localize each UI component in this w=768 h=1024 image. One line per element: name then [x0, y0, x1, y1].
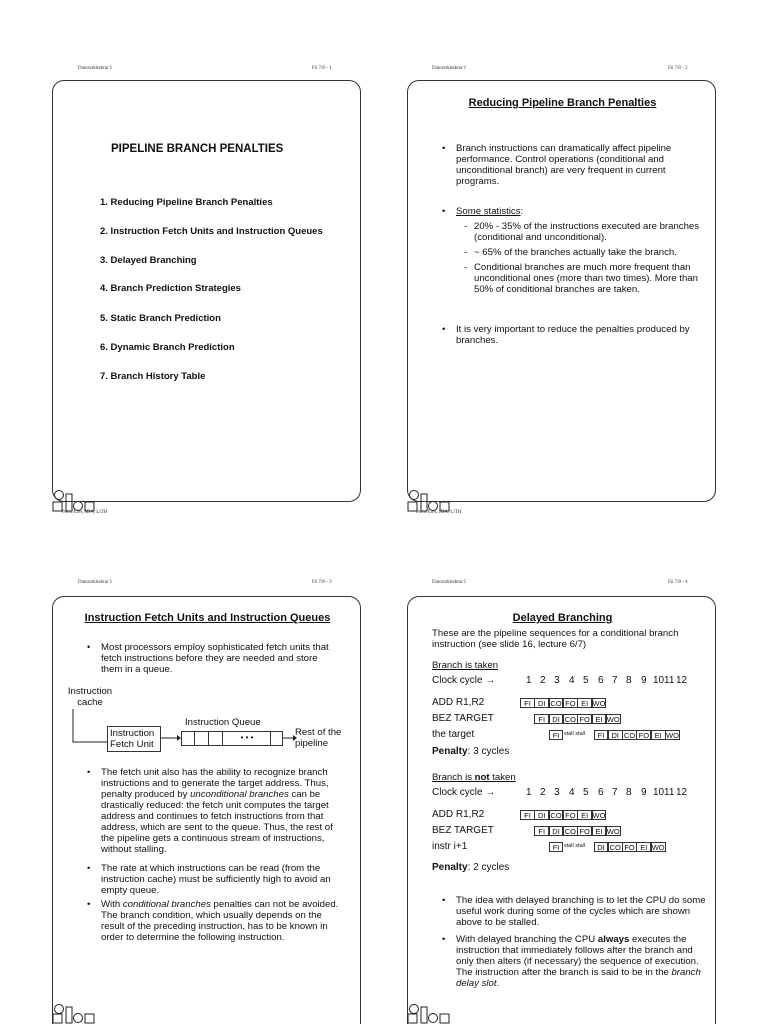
header-right: Fö 7/8 - 1 — [312, 66, 332, 71]
clock-cycle-label: Clock cycle → — [432, 675, 496, 686]
bullet-text: Branch instructions can dramatically affect pipeline performance. Control operations (conditional and unconditional branch) are very frequent in current programs. — [456, 143, 672, 187]
instruction-cache-label: Instruction cache — [67, 686, 113, 708]
pipeline-stage-cell: WO — [592, 811, 606, 820]
pipeline-stage-cell: FI — [549, 842, 564, 852]
header-right: Fö 7/8 - 4 — [668, 580, 688, 585]
sub-bullet: - 20% - 35% of the instructions executed are branches (conditional and unconditional). — [464, 221, 700, 243]
bullet: • Some statistics: — [442, 206, 524, 217]
pipeline-stage-cell: WO — [651, 843, 665, 852]
row-label: BEZ TARGET — [432, 713, 494, 724]
branch-taken-label: Branch is taken — [432, 660, 499, 671]
bullet-text: With delayed branching the CPU — [456, 934, 598, 945]
bullet: • Branch instructions can dramatically affect pipeline performance. Control operations (conditional and unconditional branch) are very frequent in current programs. — [442, 143, 672, 187]
penalty-value: : 3 cycles — [467, 746, 510, 757]
pipeline-stage-cell: FI — [520, 698, 535, 708]
header-left: Datorarkitektur I — [78, 580, 112, 585]
clock-cycle-number: 7 — [612, 787, 618, 798]
bullet-colon: : — [520, 206, 524, 217]
bullet-text: It is very important to reduce the penalties produced by branches. — [456, 324, 690, 346]
pipeline-stage-cell: FI — [549, 730, 564, 740]
clock-cycle-number: 2 — [540, 675, 546, 686]
queue-dots: • • • — [240, 733, 254, 742]
bullet-bold: always — [597, 934, 630, 945]
clock-cycle-number: 10 — [653, 675, 665, 686]
bullet-text: . — [496, 978, 500, 989]
fetch-unit-box — [107, 726, 161, 752]
stall-label: stall stall — [563, 731, 585, 737]
toc-item: 2. Instruction Fetch Units and Instruction Queues — [100, 226, 323, 237]
header-right: Fö 7/8 - 2 — [668, 66, 688, 71]
slide-1 — [52, 80, 361, 502]
queue-label: Instruction Queue — [185, 717, 261, 728]
slide-3 — [52, 596, 361, 1024]
label-part: Branch is — [432, 772, 475, 783]
clock-cycle-number: 8 — [626, 787, 632, 798]
header-left: Datorarkitektur I — [432, 66, 466, 71]
bullet-text: Most processors employ sophisticated fetch units that fetch instructions before they are needed and store them in a queue. — [101, 642, 329, 675]
clock-cycle-number: 12 — [676, 675, 688, 686]
sub-bullet: - Conditional branches are much more frequent than unconditional ones (more than two times). More than 50% of conditional branches are taken. — [464, 262, 698, 295]
pipeline-stage-cell: CO — [550, 811, 562, 820]
pipeline-stage-cell: DI — [594, 842, 609, 852]
pipeline-stage-cell: FI — [534, 826, 549, 836]
clock-cycle-number: 6 — [598, 675, 604, 686]
toc-item: 4. Branch Prediction Strategies — [100, 283, 241, 294]
clock-cycle-number: 4 — [569, 675, 575, 686]
clock-cycle-number: 1 — [526, 675, 532, 686]
row-label: ADD R1,R2 — [432, 697, 485, 708]
clock-cycle-number: 9 — [641, 675, 647, 686]
pipeline-stage-cell: DI — [608, 730, 623, 740]
bullet: • Most processors employ sophisticated fetch units that fetch instructions before they are needed and store them in a queue. — [87, 642, 329, 675]
pipeline-stage-cell: WO — [592, 699, 606, 708]
ida-logo-icon — [405, 488, 455, 512]
pipeline-stage-cell: CO — [609, 843, 621, 852]
bullet: • With delayed branching the CPU always executes the instruction that immediately follows after the branch and only then alters (if necessary) the sequence of execution. The instruction after the branch is said to be in the branch delay slot. — [442, 934, 701, 989]
pipeline-stage-cell: EI — [592, 714, 607, 724]
label-part: not — [474, 772, 490, 783]
bullet-text: Some statistics — [456, 206, 521, 217]
clock-cycle-number: 1 — [526, 787, 532, 798]
toc-item: 6. Dynamic Branch Prediction — [100, 342, 235, 353]
branch-not-taken-label — [432, 772, 516, 783]
pipeline-stage-cell: FI — [594, 730, 609, 740]
pipeline-stage-cell: DI — [534, 810, 549, 820]
pipeline-stage-cell: CO — [564, 827, 576, 836]
pipeline-stage-cell: FI — [534, 714, 549, 724]
footer-author: Petru Eles, IDA, LiTH — [62, 510, 108, 515]
fetch-to-queue-arrow — [161, 734, 181, 742]
clock-cycle-number: 6 — [598, 787, 604, 798]
pipeline-stage-cell: FO — [622, 842, 637, 852]
pipeline-stage-cell: EI — [577, 810, 592, 820]
penalty-label: Penalty — [432, 746, 468, 757]
clock-cycle-number: 5 — [583, 675, 589, 686]
ida-logo-icon — [50, 1002, 100, 1024]
bullet: • It is very important to reduce the penalties produced by branches. — [442, 324, 690, 346]
clock-cycle-number: 2 — [540, 787, 546, 798]
slide-2-title: Reducing Pipeline Branch Penalties — [468, 97, 657, 109]
sub-bullet-text: 20% - 35% of the instructions executed are branches (conditional and unconditional). — [474, 221, 700, 243]
bullet-text: penalties can not be avoided. The branch condition, which usually depends on the result of the preceding instruction, has to be known in order to determine the following instruction. — [101, 899, 339, 943]
fetch-unit-label: Instruction Fetch Unit — [110, 728, 155, 750]
bullet-text: The idea with delayed branching is to let the CPU do some useful work during some of the cycles which are shown above to be stalled. — [456, 895, 706, 928]
pipeline-stage-cell: CO — [623, 731, 636, 740]
penalty-not-taken — [432, 862, 509, 873]
pipeline-stage-cell: WO — [606, 827, 620, 836]
penalty-value: : 2 cycles — [467, 862, 510, 873]
pipeline-stage-cell: DI — [534, 698, 549, 708]
clock-cycle-number: 10 — [653, 787, 665, 798]
pipeline-stage-cell: FO — [636, 730, 651, 740]
bullet-text: The rate at which instructions can be read (from the instruction cache) must be sufficiently high to avoid an empty queue. — [101, 863, 331, 896]
clock-cycle-number: 9 — [641, 787, 647, 798]
header-left: Datorarkitektur I — [432, 580, 466, 585]
slide-4 — [407, 596, 716, 1024]
clock-cycle-number: 5 — [583, 787, 589, 798]
pipeline-stage-cell: WO — [666, 731, 679, 740]
pipeline-stage-cell: EI — [592, 826, 607, 836]
pipeline-stage-cell: FO — [577, 826, 592, 836]
rest-of-pipeline-label: Rest of the pipeline — [295, 727, 342, 749]
clock-cycle-number: 8 — [626, 675, 632, 686]
bullet-text: can be drastically reduced: the fetch unit computes the target address and continues to fetch instructions from that address, which are sent to the queue. Thus, the rest of the pipeline gets a continuous stream of instructions, without stalling. — [101, 789, 333, 855]
cache-connector — [71, 707, 111, 749]
intro-text: These are the pipeline sequences for a conditional branch instruction (see slide 16, lecture 6/7) — [432, 628, 679, 650]
clock-cycle-number: 3 — [554, 675, 560, 686]
ida-logo-icon — [50, 488, 100, 512]
sub-bullet-text: Conditional branches are much more frequent than unconditional ones (more than two times). More than 50% of conditional branches are taken. — [474, 262, 698, 295]
pipeline-stage-cell: DI — [549, 826, 564, 836]
clock-cycle-number: 11 — [664, 675, 675, 686]
pipeline-stage-cell: EI — [651, 730, 666, 740]
slide-1-title: PIPELINE BRANCH PENALTIES — [111, 143, 284, 155]
bullet-emphasis: branch delay slot — [456, 967, 701, 989]
bullet-text: executes the instruction that immediately follows after the branch and only then alters (if necessary) the sequence of execution. The instruction after the branch is said to be in the — [456, 934, 699, 978]
header-right: Fö 7/8 - 3 — [312, 580, 332, 585]
row-label: BEZ TARGET — [432, 825, 494, 836]
penalty-label: Penalty — [432, 862, 468, 873]
toc-item: 7. Branch History Table — [100, 371, 206, 382]
slide-3-title: Instruction Fetch Units and Instruction Queues — [84, 612, 331, 624]
penalty-taken — [432, 746, 509, 757]
bullet-emphasis: conditional branches — [122, 899, 211, 910]
clock-cycle-number: 4 — [569, 787, 575, 798]
pipeline-stage-cell: CO — [550, 699, 562, 708]
ida-logo-icon — [405, 1002, 455, 1024]
pipeline-stage-cell: CO — [564, 715, 576, 724]
header-left: Datorarkitektur I — [78, 66, 112, 71]
clock-cycle-number: 12 — [676, 787, 688, 798]
sub-bullet: - ~ 65% of the branches actually take the branch. — [464, 247, 677, 258]
slide-2 — [407, 80, 716, 502]
row-label: instr i+1 — [432, 841, 468, 852]
pipeline-stage-cell: FO — [577, 714, 592, 724]
bullet-emphasis: unconditional branches — [190, 789, 289, 800]
bullet: • The fetch unit also has the ability to recognize branch instructions and to generate the target address. Thus, penalty produced by unconditional branches can be drastically reduced: the fetch unit computes the target address and continues to fetch instructions from that address, which are sent to the queue. Thus, the rest of the pipeline gets a continuous stream of instructions, without stalling. — [87, 767, 333, 855]
clock-cycle-number: 3 — [554, 787, 560, 798]
toc-item: 5. Static Branch Prediction — [100, 313, 221, 324]
pipeline-stage-cell: EI — [636, 842, 651, 852]
bullet: • With conditional branches penalties can not be avoided. The branch condition, which usually depends on the result of the preceding instruction, has to be known in order to determine the following instruction. — [87, 899, 339, 943]
toc-item: 1. Reducing Pipeline Branch Penalties — [100, 197, 273, 208]
slide-4-title: Delayed Branching — [512, 612, 613, 624]
clock-cycle-label: Clock cycle → — [432, 787, 496, 798]
stall-label: stall stall — [563, 843, 585, 849]
pipeline-stage-cell: FO — [563, 698, 578, 708]
pipeline-stage-cell: DI — [549, 714, 564, 724]
pipeline-stage-cell: WO — [606, 715, 620, 724]
instruction-queue — [181, 731, 283, 746]
bullet-text: With — [101, 899, 123, 910]
sub-bullet-text: ~ 65% of the branches actually take the branch. — [474, 247, 677, 258]
pipeline-stage-cell: EI — [577, 698, 592, 708]
clock-cycle-number: 7 — [612, 675, 618, 686]
pipeline-stage-cell: FI — [520, 810, 535, 820]
toc-item: 3. Delayed Branching — [100, 255, 197, 266]
pipeline-stage-cell: FO — [563, 810, 578, 820]
bullet: • The rate at which instructions can be read (from the instruction cache) must be sufficiently high to avoid an empty queue. — [87, 863, 331, 896]
row-label: the target — [432, 729, 475, 740]
bullet-text: The fetch unit also has the ability to recognize branch instructions and to generate the target address. Thus, penalty produced by — [101, 767, 329, 800]
bullet: • The idea with delayed branching is to let the CPU do some useful work during some of the cycles which are shown above to be stalled. — [442, 895, 706, 928]
footer-author: Petru Eles, IDA, LiTH — [416, 510, 462, 515]
label-part: taken — [489, 772, 516, 783]
clock-cycle-number: 11 — [664, 787, 675, 798]
row-label: ADD R1,R2 — [432, 809, 485, 820]
